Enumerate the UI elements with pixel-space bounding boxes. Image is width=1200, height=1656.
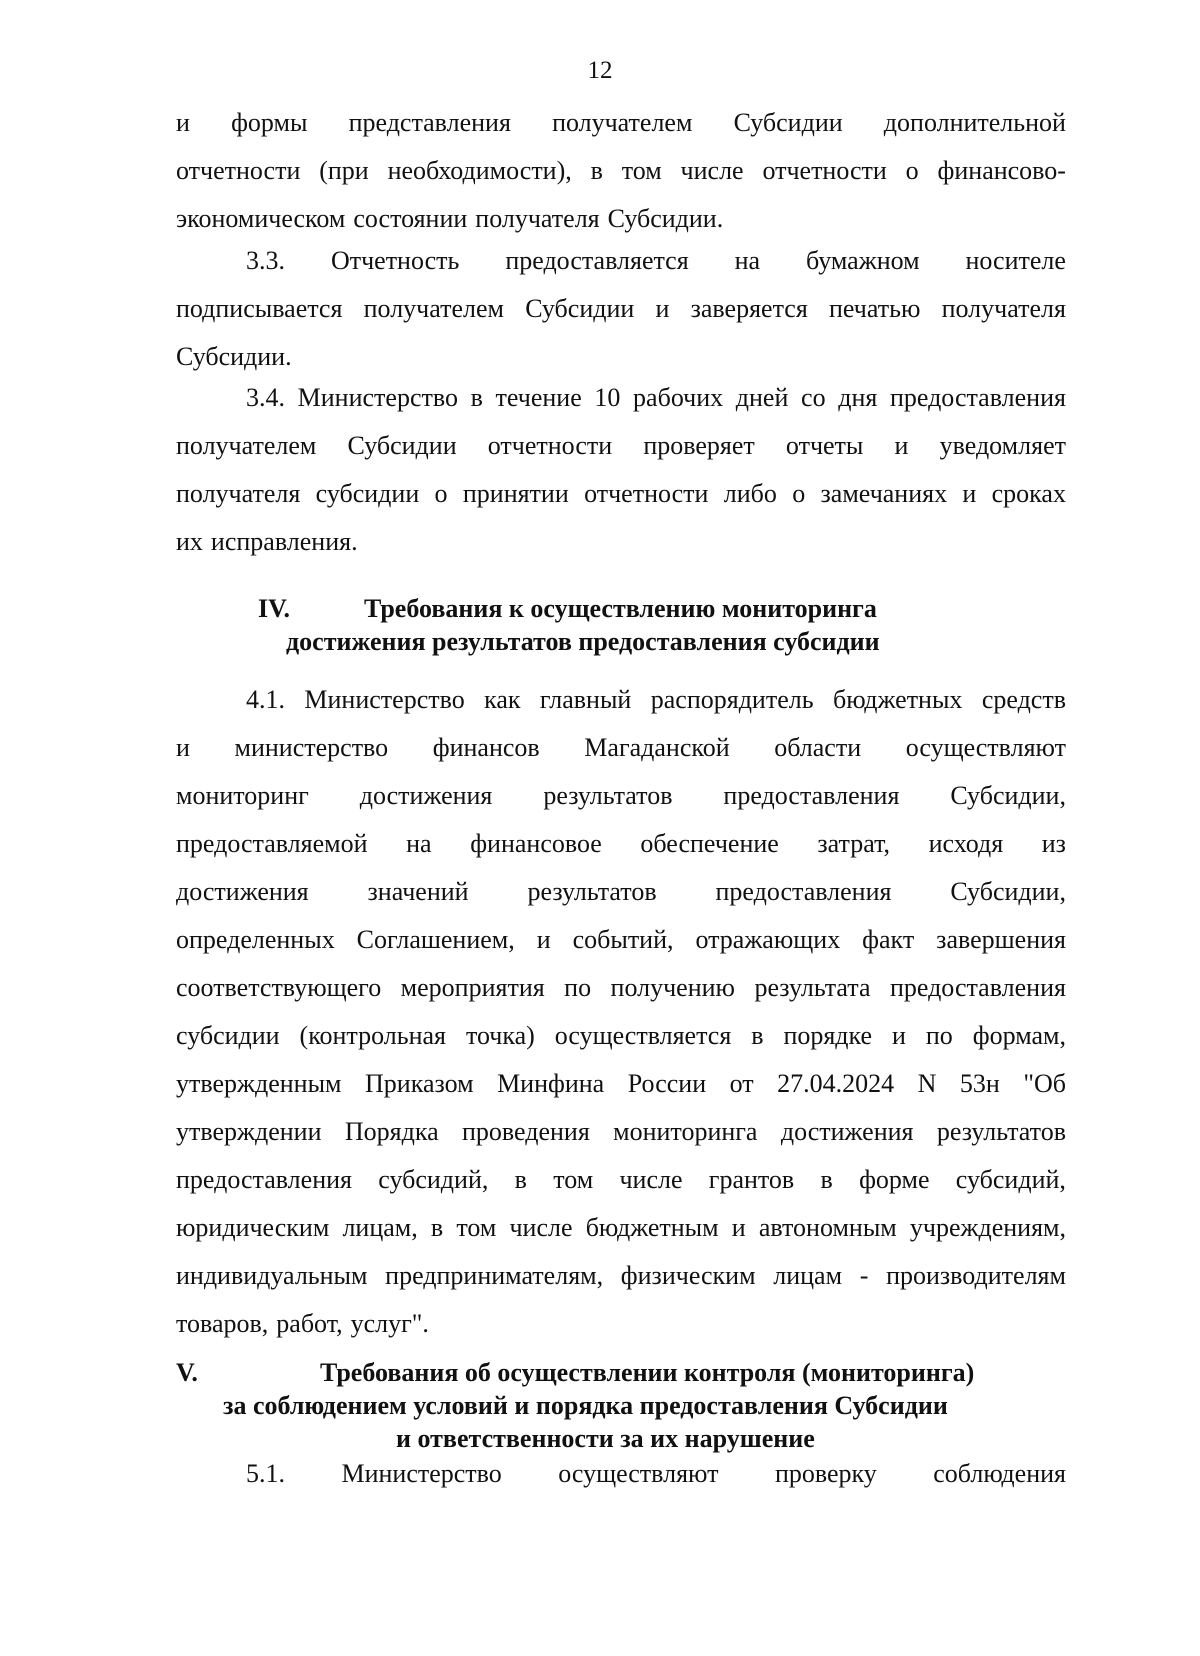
word: формам, xyxy=(972,1021,1066,1050)
word: финансовое xyxy=(470,829,602,858)
word: учреждениям, xyxy=(909,1213,1066,1242)
word: в xyxy=(590,156,603,185)
word: носителе xyxy=(965,246,1066,275)
word: заверяется xyxy=(690,294,808,323)
text-line xyxy=(176,1012,1066,1060)
word: точка) xyxy=(465,1021,535,1050)
word: отражающих xyxy=(695,925,841,954)
text-line xyxy=(176,422,1066,470)
word: Приказом xyxy=(365,1069,474,1098)
word: в xyxy=(820,1165,833,1194)
word: от xyxy=(729,1069,754,1098)
word: со xyxy=(801,383,826,412)
word: главный xyxy=(539,685,632,714)
word: исходя xyxy=(928,829,1004,858)
section-v-title-line2: за соблюдением условий и порядка предоставления Субсидии xyxy=(223,1391,948,1420)
word: затрат, xyxy=(817,829,890,858)
word: проверку xyxy=(774,1459,877,1488)
word: финансово- xyxy=(937,156,1066,185)
word: замечаниях xyxy=(820,479,948,508)
word: рабочих xyxy=(633,383,724,412)
word: и xyxy=(655,294,670,323)
word: отчетности xyxy=(487,431,613,460)
word: средств xyxy=(981,685,1066,714)
text-line xyxy=(176,285,1066,333)
word: и xyxy=(894,431,909,460)
word: субсидий, xyxy=(378,1165,489,1194)
word: работ, xyxy=(276,1309,343,1338)
word: Субсидии xyxy=(347,431,457,460)
word: и xyxy=(536,925,551,954)
word: Порядка xyxy=(344,1117,439,1146)
word: значений xyxy=(367,877,469,906)
word: в xyxy=(430,1213,444,1242)
word: Субсидии xyxy=(525,294,635,323)
word: отчетности xyxy=(762,156,887,185)
word: Субсидии. xyxy=(607,204,724,233)
word: лицам xyxy=(773,1261,843,1290)
paragraph-3-3 xyxy=(176,237,1066,381)
word: по xyxy=(564,973,592,1002)
word: России xyxy=(627,1069,707,1098)
word: завершения xyxy=(936,925,1066,954)
word: Соглашением, xyxy=(356,925,515,954)
word: на xyxy=(406,829,432,858)
word: субсидии xyxy=(315,479,420,508)
word: достижения xyxy=(176,877,309,906)
text-line xyxy=(176,772,1066,820)
word: области xyxy=(774,733,862,762)
paragraph-5-1 xyxy=(176,1450,1066,1498)
word: отчеты xyxy=(785,431,864,460)
word: Министерство xyxy=(341,1459,502,1488)
word: осуществляется xyxy=(554,1021,732,1050)
word: мониторинг xyxy=(176,781,309,810)
word: 10 xyxy=(594,383,621,412)
word: мониторинга xyxy=(613,1117,758,1146)
word: индивидуальным xyxy=(176,1261,368,1290)
text-line xyxy=(176,724,1066,772)
word: физическим xyxy=(620,1261,756,1290)
word: "Об xyxy=(1023,1069,1066,1098)
word: определенных xyxy=(176,925,335,954)
text-line xyxy=(176,99,1066,147)
word: в xyxy=(514,1165,527,1194)
word: результата xyxy=(754,973,871,1002)
word: Субсидии. xyxy=(176,342,292,371)
section-iv-title-line2: достижения результатов предоставления субсидии xyxy=(286,627,880,656)
word: получателя xyxy=(941,294,1066,323)
word: соответствующего xyxy=(176,973,382,1002)
word: порядке xyxy=(783,1021,873,1050)
word: о xyxy=(905,156,919,185)
text-line xyxy=(176,195,1066,243)
word: Субсидии, xyxy=(950,877,1066,906)
word: о xyxy=(434,479,448,508)
word: дня xyxy=(838,383,878,412)
word: 3.4. xyxy=(246,383,285,412)
word: исправления. xyxy=(210,527,358,556)
word: соблюдения xyxy=(933,1459,1066,1488)
text-line xyxy=(176,470,1066,518)
text-line xyxy=(176,1060,1066,1108)
word: производителям xyxy=(886,1261,1066,1290)
word: Министерство xyxy=(304,685,465,714)
word: в xyxy=(470,383,483,412)
paragraph-continuation xyxy=(176,99,1066,243)
word: товаров, xyxy=(176,1309,269,1338)
section-v-title-line1: Требования об осуществлении контроля (мониторинга) xyxy=(320,1358,975,1387)
word: услуг". xyxy=(350,1309,429,1338)
text-line xyxy=(176,374,1066,422)
word: результатов xyxy=(936,1117,1066,1146)
word: результатов xyxy=(543,781,673,810)
text-line xyxy=(176,964,1066,1012)
word: числе xyxy=(680,156,744,185)
section-v-title-line3: и ответственности за их нарушение xyxy=(396,1424,815,1453)
word: в xyxy=(751,1021,764,1050)
word: предоставляемой xyxy=(176,829,368,858)
word: получателем xyxy=(363,294,504,323)
word: и xyxy=(962,479,977,508)
word: субсидий, xyxy=(955,1165,1066,1194)
word: сроках xyxy=(991,479,1066,508)
text-line xyxy=(176,1252,1066,1300)
word: том xyxy=(456,1213,497,1242)
word: том xyxy=(553,1165,594,1194)
word: 3.3. xyxy=(246,246,285,275)
paragraph-4-1 xyxy=(176,676,1066,1348)
word: необходимости), xyxy=(387,156,572,185)
word: и xyxy=(176,733,190,762)
word: и xyxy=(176,108,190,137)
word: получателя xyxy=(475,204,600,233)
word: Магаданской xyxy=(584,733,730,762)
word: числе xyxy=(509,1213,573,1242)
word: (контрольная xyxy=(299,1021,446,1050)
word: по xyxy=(925,1021,953,1050)
text-line xyxy=(176,237,1066,285)
word: 5.1. xyxy=(246,1459,285,1488)
word: предоставления xyxy=(715,877,892,906)
word: автономным xyxy=(758,1213,897,1242)
section-iv-numeral: IV. xyxy=(258,594,291,623)
word: финансов xyxy=(432,733,540,762)
word: форме xyxy=(859,1165,930,1194)
word: министерство xyxy=(234,733,389,762)
word: Отчетность xyxy=(330,246,460,275)
word: бюджетных xyxy=(832,685,963,714)
word: N xyxy=(917,1069,937,1098)
text-line xyxy=(176,1300,1066,1348)
word: как xyxy=(484,685,521,714)
word: отчетности xyxy=(584,479,709,508)
word: дополнительной xyxy=(883,108,1066,137)
text-line xyxy=(176,1156,1066,1204)
word: распорядитель xyxy=(650,685,814,714)
word: отчетности xyxy=(176,156,301,185)
word: том xyxy=(621,156,662,185)
text-line xyxy=(176,1450,1066,1498)
section-iv-title-line1: Требования к осуществлению мониторинга xyxy=(364,594,877,623)
word: и xyxy=(892,1021,906,1050)
word: получателем xyxy=(176,431,317,460)
word: получателя xyxy=(176,479,301,508)
word: предоставления xyxy=(723,781,900,810)
word: Субсидии xyxy=(733,108,843,137)
section-v-heading xyxy=(176,1356,1066,1455)
word: и xyxy=(731,1213,746,1242)
text-line xyxy=(176,518,1066,566)
word: их xyxy=(176,527,203,556)
word: 4.1. xyxy=(246,685,285,714)
word: факт xyxy=(862,925,915,954)
text-line xyxy=(176,916,1066,964)
word: подписывается xyxy=(176,294,343,323)
word: мероприятия xyxy=(400,973,545,1002)
word: Субсидии, xyxy=(950,781,1066,810)
word: осуществляют xyxy=(905,733,1066,762)
word: 27.04.2024 xyxy=(777,1069,895,1098)
text-line xyxy=(176,676,1066,724)
word: грантов xyxy=(708,1165,795,1194)
text-line xyxy=(176,147,1066,195)
word: событий, xyxy=(572,925,674,954)
page-number: 12 xyxy=(587,57,613,84)
text-line xyxy=(176,1204,1066,1252)
word: обеспечение xyxy=(640,829,779,858)
word: бюджетным xyxy=(585,1213,719,1242)
text-line xyxy=(176,1108,1066,1156)
section-v-numeral: V. xyxy=(176,1358,198,1387)
word: лицам, xyxy=(342,1213,418,1242)
word: - xyxy=(859,1261,869,1290)
word: печатью xyxy=(828,294,921,323)
word: (при xyxy=(319,156,369,185)
word: из xyxy=(1041,829,1066,858)
word: предоставления xyxy=(889,973,1066,1002)
word: состоянии xyxy=(353,204,468,233)
word: бумажном xyxy=(806,246,920,275)
word: субсидии xyxy=(176,1021,280,1050)
word: предпринимателям, xyxy=(385,1261,604,1290)
word: 53н xyxy=(959,1069,1000,1098)
word: Министерство xyxy=(297,383,458,412)
word: получателем xyxy=(552,108,693,137)
word: предоставляется xyxy=(505,246,689,275)
word: принятии xyxy=(462,479,569,508)
word: экономическом xyxy=(176,204,346,233)
text-line xyxy=(176,820,1066,868)
word: формы xyxy=(231,108,308,137)
word: достижения xyxy=(780,1117,914,1146)
word: утверждении xyxy=(176,1117,322,1146)
word: проведения xyxy=(461,1117,590,1146)
word: проверяет xyxy=(643,431,755,460)
word: дней xyxy=(735,383,789,412)
word: либо xyxy=(723,479,777,508)
word: достижения xyxy=(359,781,493,810)
word: осуществляют xyxy=(558,1459,719,1488)
word: юридическим xyxy=(176,1213,330,1242)
word: течение xyxy=(495,383,582,412)
word: предоставления xyxy=(176,1165,352,1194)
paragraph-3-4 xyxy=(176,374,1066,566)
word: уведомляет xyxy=(939,431,1066,460)
word: получению xyxy=(610,973,735,1002)
word: предоставления xyxy=(889,383,1066,412)
word: числе xyxy=(619,1165,683,1194)
word: на xyxy=(734,246,761,275)
word: Минфина xyxy=(497,1069,605,1098)
section-iv-heading xyxy=(176,592,1066,658)
text-line xyxy=(176,868,1066,916)
word: результатов xyxy=(527,877,657,906)
word: утвержденным xyxy=(176,1069,342,1098)
word: о xyxy=(792,479,806,508)
word: представления xyxy=(348,108,511,137)
